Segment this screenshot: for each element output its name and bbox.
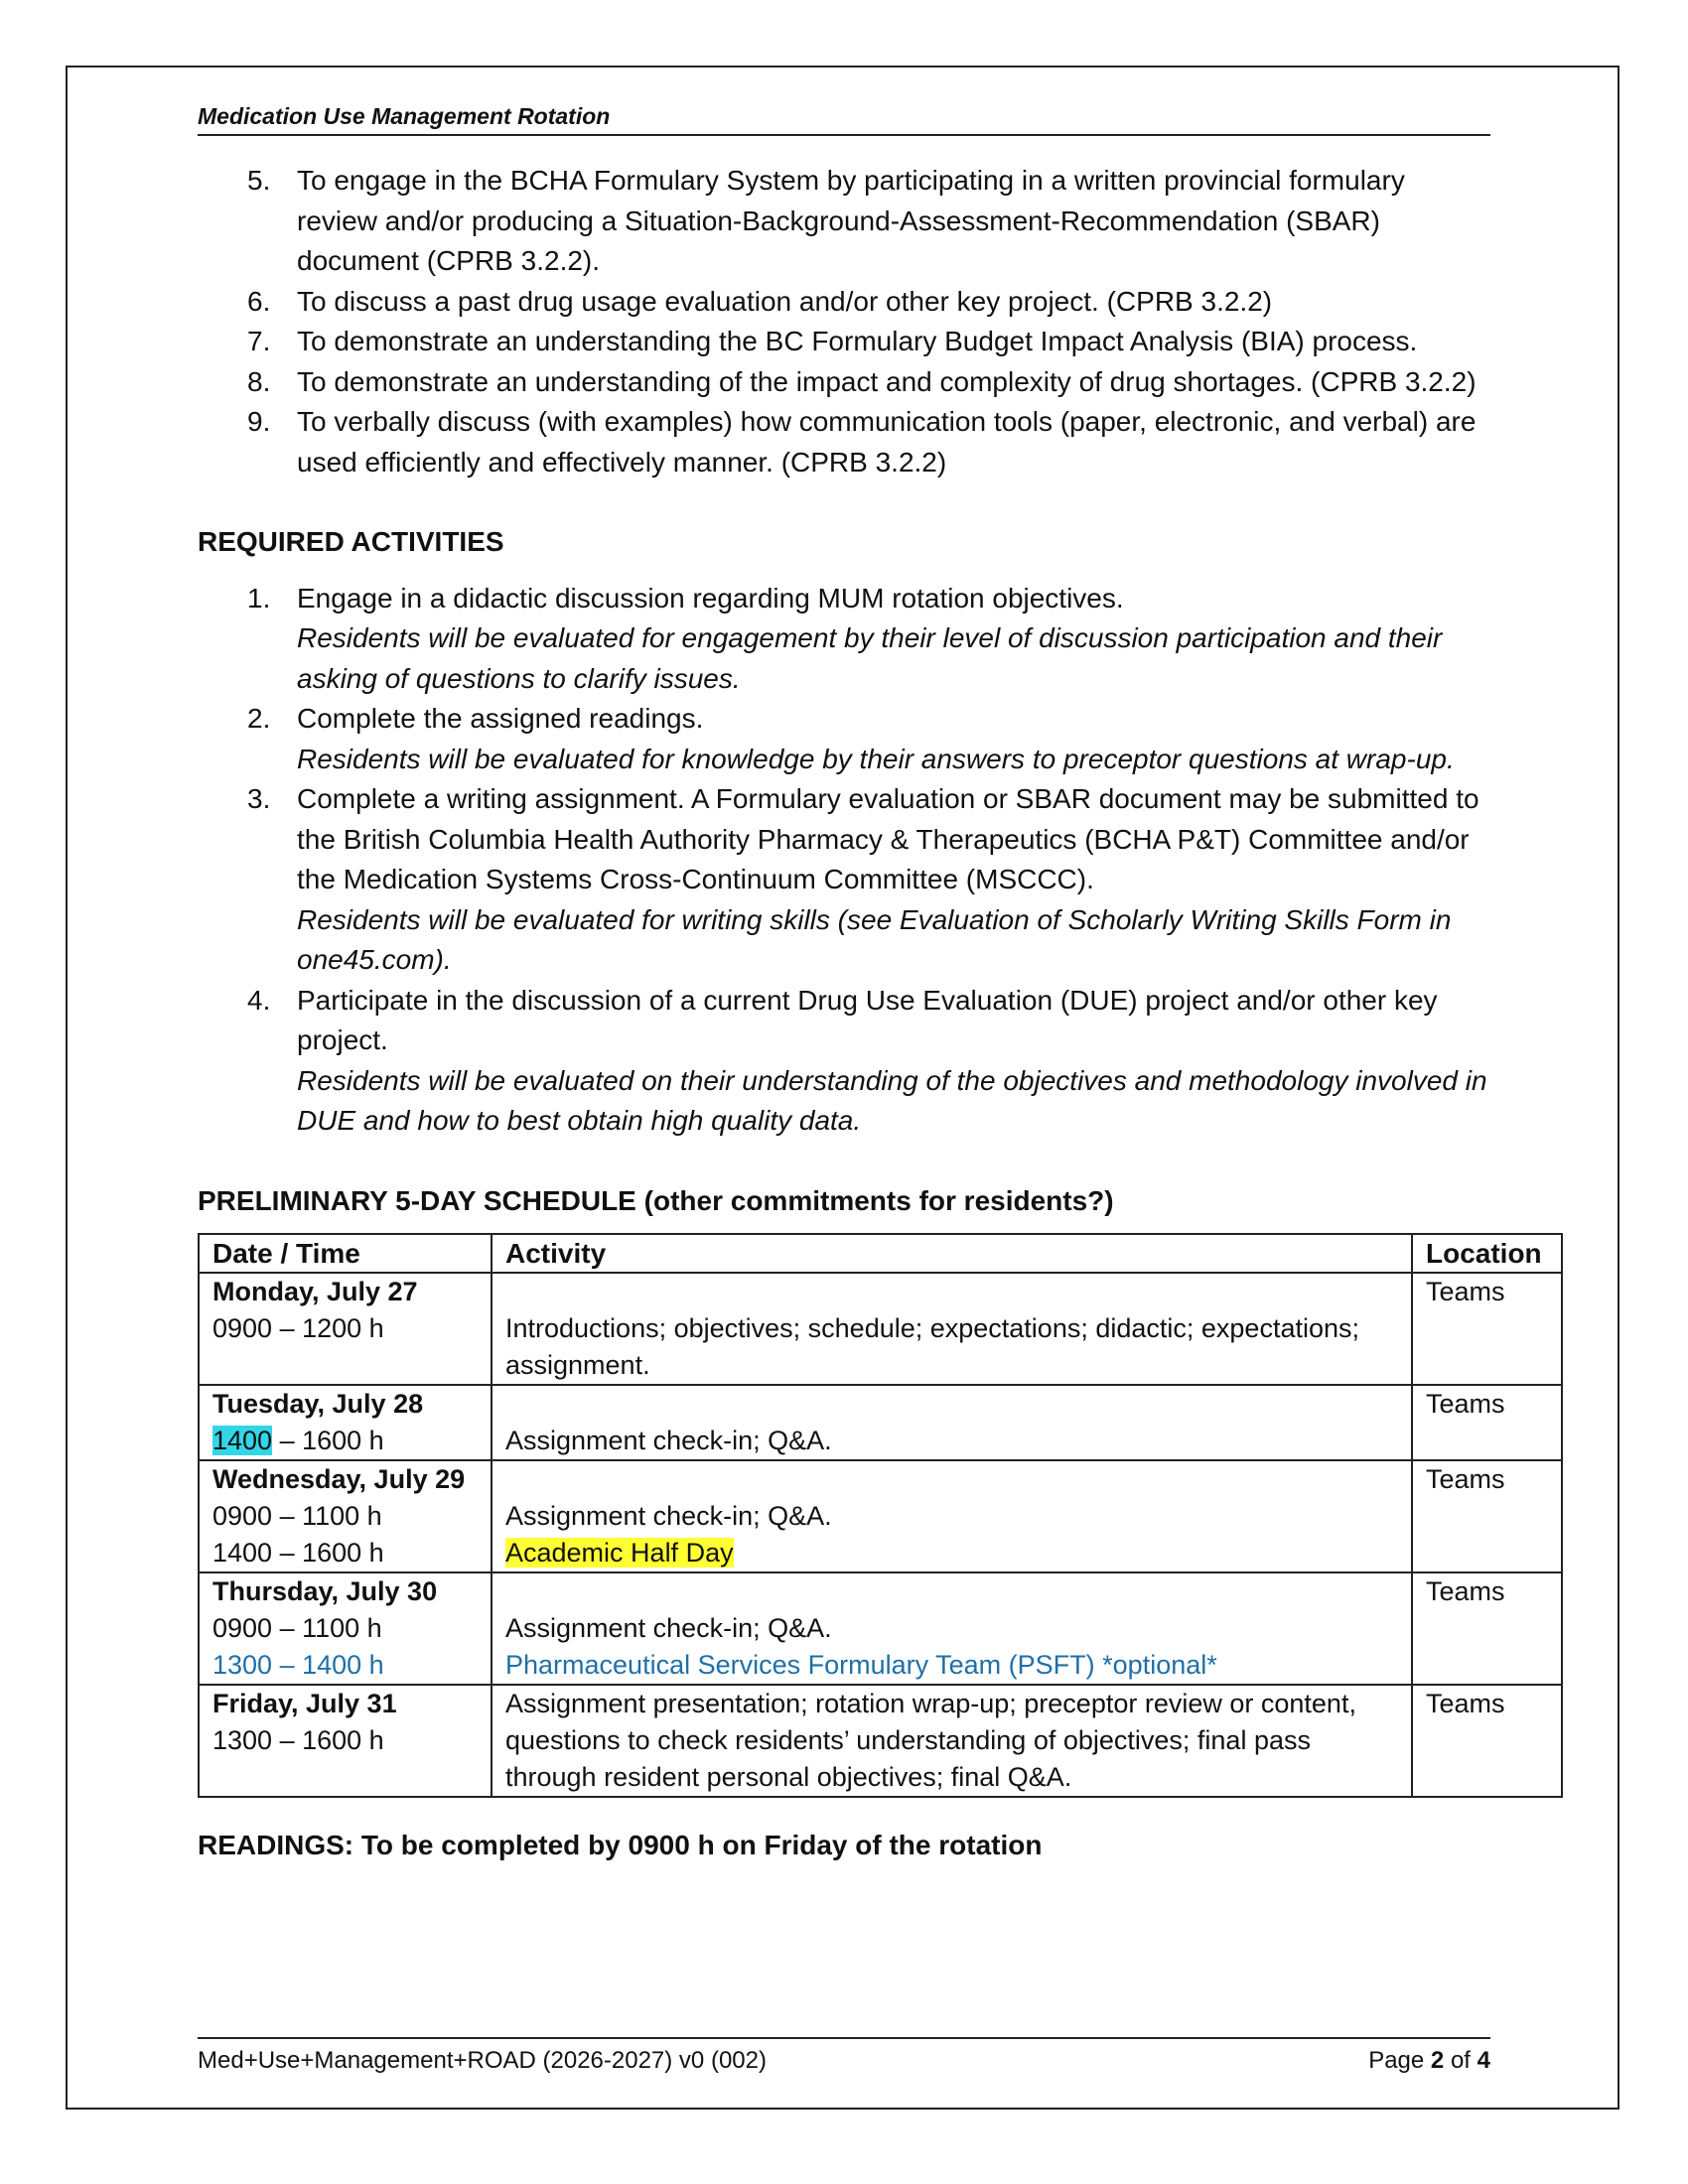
activity-cell [492, 1385, 1412, 1460]
list-item [198, 402, 1488, 482]
item-number: 8. [247, 365, 271, 397]
list-item [198, 362, 1488, 403]
item-text: To demonstrate an understanding the BC Formulary Budget Impact Analysis (BIA) process. [297, 326, 1418, 356]
item-text: To engage in the BCHA Formulary System by participating in a written provincial formulary review and/or producing a Situation-Background-Assessment-Recommendation (SBAR) document (CPRB 3.2.2). [297, 165, 1405, 276]
table-row [199, 1385, 1562, 1460]
evaluation-note: Residents will be evaluated for engagement by their level of discussion participation and their asking of questions to clarify issues. [297, 622, 1443, 694]
date-cell [199, 1273, 492, 1385]
date-cell [199, 1685, 492, 1797]
list-item [198, 322, 1488, 362]
date-cell [199, 1385, 492, 1460]
activities-list [198, 579, 1488, 1142]
time-slot: 0900 – 1200 h [212, 1313, 384, 1343]
page-content [198, 161, 1542, 1866]
page-footer [198, 2037, 1490, 2075]
page-number: Page 2 of 4 [1368, 2047, 1490, 2074]
item-text: Engage in a didactic discussion regarding MUM rotation objectives. [297, 582, 1124, 614]
item-number: 2. [247, 703, 271, 734]
day-label: Monday, July 27 [212, 1277, 418, 1306]
time-slot: 0900 – 1100 h [212, 1501, 382, 1531]
activity-cell [492, 1685, 1412, 1797]
activity-cell [492, 1273, 1412, 1385]
column-header-activity: Activity [492, 1234, 1412, 1273]
time-slot-optional: 1300 – 1400 h [212, 1650, 384, 1680]
schedule-table [198, 1233, 1563, 1798]
time-end: – 1600 h [272, 1426, 384, 1455]
time-slot: 1300 – 1600 h [212, 1725, 384, 1755]
required-activities-heading: REQUIRED ACTIVITIES [198, 526, 504, 557]
running-header: Medication Use Management Rotation [198, 103, 1490, 136]
table-row [199, 1273, 1562, 1385]
table-row [199, 1685, 1562, 1797]
item-number: 4. [247, 984, 271, 1016]
list-item [198, 981, 1488, 1142]
schedule-heading: PRELIMINARY 5-DAY SCHEDULE (other commitments for residents?) [198, 1184, 1114, 1216]
location-cell: Teams [1412, 1572, 1562, 1685]
day-label: Friday, July 31 [212, 1689, 397, 1718]
activity-cell [492, 1460, 1412, 1572]
activity-text: Introductions; objectives; schedule; expectations; didactic; expectations; assignment. [505, 1313, 1359, 1380]
activity-text: Assignment presentation; rotation wrap-up; preceptor review or content, questions to check residents’ understanding of objectives; final pass through resident personal objectives; final Q&A. [505, 1689, 1356, 1792]
day-label: Tuesday, July 28 [212, 1389, 424, 1419]
location-cell: Teams [1412, 1460, 1562, 1572]
location-cell: Teams [1412, 1685, 1562, 1797]
activity-cell [492, 1572, 1412, 1685]
date-cell [199, 1572, 492, 1685]
item-text: To demonstrate an understanding of the impact and complexity of drug shortages. (CPRB 3.2.2) [297, 365, 1477, 397]
item-text: To verbally discuss (with examples) how communication tools (paper, electronic, and verbal) are used efficiently and effectively manner. (CPRB 3.2.2) [297, 406, 1477, 478]
item-number: 7. [247, 326, 271, 356]
item-number: 1. [247, 582, 271, 614]
column-header-date: Date / Time [199, 1234, 492, 1273]
item-text: To discuss a past drug usage evaluation and/or other key project. (CPRB 3.2.2) [297, 285, 1273, 317]
time-slot [212, 1423, 479, 1459]
optional-activity: Pharmaceutical Services Formulary Team (PSFT) *optional* [505, 1650, 1217, 1680]
activity-text: Assignment check-in; Q&A. [505, 1501, 832, 1531]
evaluation-note: Residents will be evaluated on their understanding of the objectives and methodology involved in DUE and how to best obtain high quality data. [297, 1064, 1487, 1136]
list-item [198, 779, 1488, 981]
item-text: Complete the assigned readings. [297, 703, 704, 734]
item-number: 9. [247, 406, 271, 437]
evaluation-note: Residents will be evaluated for writing skills (see Evaluation of Scholarly Writing Skills Form in one45.com). [297, 903, 1452, 975]
objectives-list [198, 161, 1488, 482]
activity-text: Assignment check-in; Q&A. [505, 1613, 832, 1643]
location-cell: Teams [1412, 1273, 1562, 1385]
time-slot: 1400 – 1600 h [212, 1538, 384, 1568]
item-number: 3. [247, 783, 271, 814]
readings-heading: READINGS: To be completed by 0900 h on Friday of the rotation [198, 1830, 1043, 1860]
table-row [199, 1572, 1562, 1685]
evaluation-note: Residents will be evaluated for knowledge by their answers to preceptor questions at wrap-up. [297, 743, 1455, 774]
location-cell: Teams [1412, 1385, 1562, 1460]
highlighted-activity: Academic Half Day [505, 1538, 734, 1568]
item-text: Complete a writing assignment. A Formulary evaluation or SBAR document may be submitted to the British Columbia Health Authority Pharmacy & Therapeutics (BCHA P&T) Committee and/or the Medication Systems Cross-Continuum Committee (MSCCC). [297, 783, 1479, 894]
table-row [199, 1460, 1562, 1572]
day-label: Wednesday, July 29 [212, 1464, 466, 1494]
list-item [198, 161, 1488, 282]
list-item [198, 699, 1488, 779]
item-number: 6. [247, 285, 271, 317]
item-number: 5. [247, 165, 271, 196]
highlighted-time-start: 1400 [212, 1426, 273, 1455]
list-item [198, 579, 1488, 700]
list-item [198, 282, 1488, 323]
date-cell [199, 1460, 492, 1572]
table-header-row [199, 1234, 1562, 1273]
item-text: Participate in the discussion of a current Drug Use Evaluation (DUE) project and/or other key project. [297, 984, 1438, 1055]
activity-text: Assignment check-in; Q&A. [505, 1426, 832, 1455]
day-label: Thursday, July 30 [212, 1576, 438, 1606]
document-name: Med+Use+Management+ROAD (2026-2027) v0 (002) [198, 2047, 767, 2074]
time-slot: 0900 – 1100 h [212, 1613, 382, 1643]
column-header-location: Location [1412, 1234, 1562, 1273]
